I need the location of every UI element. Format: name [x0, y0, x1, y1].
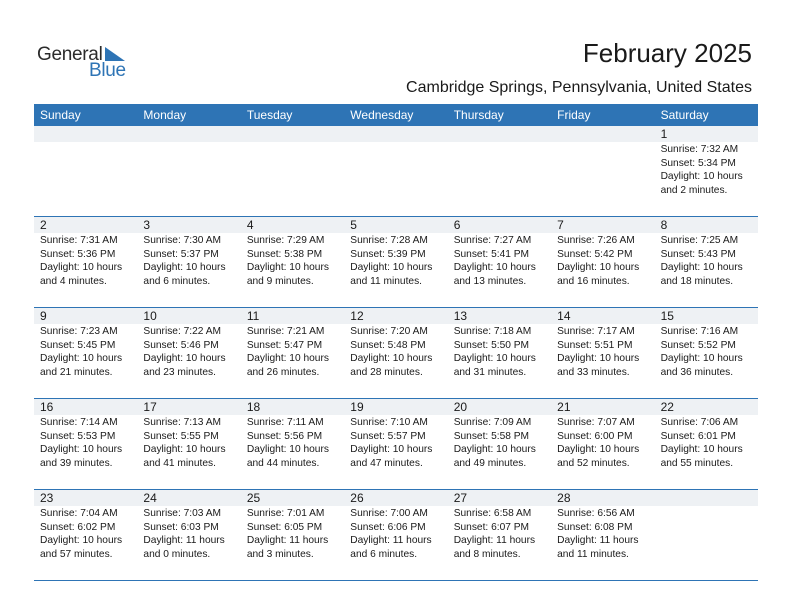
- day-cell: [448, 399, 551, 489]
- day-info: [143, 507, 240, 561]
- daylight-text: Daylight: 10 hours: [350, 444, 433, 455]
- logo: [37, 42, 137, 82]
- logo-general-text: General: [37, 44, 103, 65]
- day-number: 14: [551, 308, 654, 324]
- day-cell: [551, 399, 654, 489]
- day-cell: [344, 217, 447, 307]
- sunrise-text: Sunrise: 7:20 AM: [350, 326, 428, 337]
- sunset-text: Sunset: 5:45 PM: [40, 339, 116, 351]
- page-title: February 2025: [582, 38, 752, 68]
- sunset-text: Sunset: 6:07 PM: [453, 521, 530, 533]
- day-info: [40, 234, 137, 288]
- sunrise-text: Sunrise: 7:09 AM: [453, 417, 532, 428]
- daylight-minutes-text: and 18 minutes.: [660, 275, 734, 287]
- daylight-minutes-text: and 3 minutes.: [246, 548, 314, 560]
- day-info: [143, 234, 240, 288]
- daylight-text: Daylight: 10 hours: [40, 444, 123, 455]
- day-cell: [137, 308, 240, 398]
- sunset-text: Sunset: 6:05 PM: [246, 521, 323, 533]
- daylight-text: Daylight: 10 hours: [350, 262, 433, 273]
- day-info: [40, 416, 137, 470]
- sunrise-text: Sunrise: 7:04 AM: [40, 508, 118, 519]
- day-info: [661, 143, 758, 197]
- week-row: [34, 399, 758, 490]
- sunset-text: Sunset: 5:53 PM: [40, 430, 116, 442]
- daylight-minutes-text: and 57 minutes.: [40, 548, 113, 560]
- day-cell: [241, 126, 344, 216]
- day-number: 6: [448, 217, 551, 233]
- sunrise-text: Sunrise: 6:58 AM: [453, 508, 532, 519]
- sunrise-text: Sunrise: 7:28 AM: [350, 235, 428, 246]
- week-row: [34, 217, 758, 308]
- day-cell: [344, 308, 447, 398]
- logo-triangle-icon: [105, 47, 125, 61]
- sunrise-text: Sunrise: 7:30 AM: [143, 235, 222, 246]
- day-number: 15: [655, 308, 758, 324]
- week-row: [34, 490, 758, 581]
- day-number: [137, 126, 240, 142]
- day-cell: [655, 217, 758, 307]
- daylight-minutes-text: and 11 minutes.: [350, 275, 423, 287]
- daylight-text: Daylight: 10 hours: [557, 353, 640, 364]
- day-cell: [241, 399, 344, 489]
- day-info: [454, 416, 551, 470]
- day-cell: [551, 217, 654, 307]
- daylight-minutes-text: and 44 minutes.: [246, 457, 320, 469]
- daylight-text: Daylight: 10 hours: [557, 444, 640, 455]
- sunset-text: Sunset: 5:52 PM: [660, 339, 736, 351]
- daylight-text: Daylight: 10 hours: [453, 353, 536, 364]
- sunset-text: Sunset: 6:03 PM: [143, 521, 219, 533]
- day-number: 16: [34, 399, 137, 415]
- day-number: 8: [655, 217, 758, 233]
- day-cell: [241, 490, 344, 580]
- sunrise-text: Sunrise: 7:18 AM: [453, 326, 532, 337]
- day-info: [557, 507, 654, 561]
- day-cell: [448, 308, 551, 398]
- sunset-text: Sunset: 5:47 PM: [246, 339, 323, 351]
- day-info: [247, 234, 344, 288]
- daylight-text: Daylight: 10 hours: [660, 262, 743, 273]
- daylight-minutes-text: and 41 minutes.: [143, 457, 216, 469]
- day-number: 11: [241, 308, 344, 324]
- day-cell: [655, 308, 758, 398]
- daylight-text: Daylight: 10 hours: [246, 444, 329, 455]
- sunrise-text: Sunrise: 7:26 AM: [557, 235, 635, 246]
- day-number: [241, 126, 344, 142]
- daylight-text: Daylight: 10 hours: [453, 444, 536, 455]
- day-number: 28: [551, 490, 654, 506]
- day-number: 27: [448, 490, 551, 506]
- sunset-text: Sunset: 5:46 PM: [143, 339, 219, 351]
- weeks: [34, 126, 758, 581]
- daylight-minutes-text: and 26 minutes.: [246, 366, 320, 378]
- weekday-sunday: Sunday: [40, 108, 81, 122]
- day-info: [247, 325, 344, 379]
- sunset-text: Sunset: 5:39 PM: [350, 248, 426, 260]
- daylight-minutes-text: and 28 minutes.: [350, 366, 423, 378]
- day-info: [40, 507, 137, 561]
- sunrise-text: Sunrise: 7:27 AM: [453, 235, 532, 246]
- sunrise-text: Sunrise: 7:11 AM: [246, 417, 324, 428]
- sunrise-text: Sunrise: 7:25 AM: [660, 235, 739, 246]
- weekday-friday: Friday: [557, 108, 591, 122]
- day-number: 18: [241, 399, 344, 415]
- day-cell: [34, 126, 137, 216]
- daylight-text: Daylight: 10 hours: [143, 353, 226, 364]
- weekday-saturday: Saturday: [660, 108, 709, 122]
- daylight-text: Daylight: 10 hours: [143, 444, 226, 455]
- day-cell: [551, 490, 654, 580]
- weekday-thursday: Thursday: [453, 108, 504, 122]
- day-cell: [655, 399, 758, 489]
- daylight-text: Daylight: 11 hours: [350, 535, 432, 546]
- day-cell: [551, 126, 654, 216]
- day-cell: [448, 126, 551, 216]
- day-cell: [137, 217, 240, 307]
- day-info: [40, 325, 137, 379]
- day-cell: [241, 217, 344, 307]
- day-number: 10: [137, 308, 240, 324]
- day-info: [557, 416, 654, 470]
- day-number: 2: [34, 217, 137, 233]
- daylight-text: Daylight: 10 hours: [143, 262, 226, 273]
- day-cell: [344, 126, 447, 216]
- day-info: [350, 507, 447, 561]
- daylight-minutes-text: and 4 minutes.: [40, 275, 107, 287]
- sunset-text: Sunset: 5:34 PM: [660, 157, 736, 169]
- day-cell: [344, 490, 447, 580]
- day-cell: [655, 126, 758, 216]
- week-row: [34, 126, 758, 217]
- daylight-minutes-text: and 8 minutes.: [453, 548, 521, 560]
- sunset-text: Sunset: 6:02 PM: [40, 521, 116, 533]
- daylight-text: Daylight: 10 hours: [40, 353, 123, 364]
- daylight-minutes-text: and 36 minutes.: [660, 366, 734, 378]
- daylight-text: Daylight: 11 hours: [453, 535, 536, 546]
- day-info: [557, 234, 654, 288]
- sunset-text: Sunset: 5:42 PM: [557, 248, 633, 260]
- day-number: 22: [655, 399, 758, 415]
- sunrise-text: Sunrise: 7:16 AM: [660, 326, 739, 337]
- day-number: 23: [34, 490, 137, 506]
- day-number: 5: [344, 217, 447, 233]
- day-number: 13: [448, 308, 551, 324]
- daylight-text: Daylight: 10 hours: [557, 262, 640, 273]
- sunrise-text: Sunrise: 7:32 AM: [660, 144, 739, 155]
- sunrise-text: Sunrise: 7:10 AM: [350, 417, 428, 428]
- sunset-text: Sunset: 5:57 PM: [350, 430, 426, 442]
- day-number: [344, 126, 447, 142]
- weekday-wednesday: Wednesday: [350, 108, 414, 122]
- day-info: [454, 234, 551, 288]
- sunrise-text: Sunrise: 7:23 AM: [40, 326, 118, 337]
- sunrise-text: Sunrise: 7:00 AM: [350, 508, 428, 519]
- day-info: [661, 325, 758, 379]
- sunset-text: Sunset: 5:41 PM: [453, 248, 530, 260]
- sunset-text: Sunset: 6:01 PM: [660, 430, 736, 442]
- day-cell: [344, 399, 447, 489]
- daylight-minutes-text: and 13 minutes.: [453, 275, 527, 287]
- day-number: 24: [137, 490, 240, 506]
- calendar: [34, 104, 758, 581]
- day-cell: [34, 490, 137, 580]
- daylight-minutes-text: and 9 minutes.: [246, 275, 314, 287]
- day-info: [661, 234, 758, 288]
- weekday-header: [34, 104, 758, 126]
- day-info: [247, 507, 344, 561]
- sunrise-text: Sunrise: 7:14 AM: [40, 417, 118, 428]
- daylight-minutes-text: and 23 minutes.: [143, 366, 216, 378]
- sunrise-text: Sunrise: 7:13 AM: [143, 417, 222, 428]
- daylight-text: Daylight: 11 hours: [143, 535, 225, 546]
- logo-blue-text: Blue: [89, 60, 126, 81]
- daylight-minutes-text: and 16 minutes.: [557, 275, 630, 287]
- day-info: [557, 325, 654, 379]
- weekday-tuesday: Tuesday: [246, 108, 293, 122]
- daylight-minutes-text: and 2 minutes.: [660, 184, 728, 196]
- day-number: 26: [344, 490, 447, 506]
- daylight-minutes-text: and 0 minutes.: [143, 548, 211, 560]
- daylight-text: Daylight: 10 hours: [246, 353, 329, 364]
- day-info: [661, 416, 758, 470]
- sunset-text: Sunset: 5:36 PM: [40, 248, 116, 260]
- sunrise-text: Sunrise: 7:31 AM: [40, 235, 118, 246]
- day-info: [454, 325, 551, 379]
- day-info: [350, 325, 447, 379]
- day-number: [448, 126, 551, 142]
- sunset-text: Sunset: 6:06 PM: [350, 521, 426, 533]
- day-number: 9: [34, 308, 137, 324]
- day-number: 1: [655, 126, 758, 142]
- day-number: 19: [344, 399, 447, 415]
- day-info: [454, 507, 551, 561]
- day-cell: [448, 217, 551, 307]
- sunrise-text: Sunrise: 7:06 AM: [660, 417, 739, 428]
- daylight-text: Daylight: 11 hours: [246, 535, 329, 546]
- day-cell: [34, 308, 137, 398]
- sunrise-text: Sunrise: 7:29 AM: [246, 235, 325, 246]
- sunset-text: Sunset: 5:38 PM: [246, 248, 323, 260]
- sunset-text: Sunset: 6:00 PM: [557, 430, 633, 442]
- day-cell: [137, 399, 240, 489]
- day-number: 3: [137, 217, 240, 233]
- week-row: [34, 308, 758, 399]
- day-number: [551, 126, 654, 142]
- day-info: [247, 416, 344, 470]
- daylight-text: Daylight: 10 hours: [350, 353, 433, 364]
- day-info: [143, 325, 240, 379]
- sunrise-text: Sunrise: 7:21 AM: [246, 326, 325, 337]
- day-info: [350, 234, 447, 288]
- sunset-text: Sunset: 5:48 PM: [350, 339, 426, 351]
- day-number: 12: [344, 308, 447, 324]
- day-number: 17: [137, 399, 240, 415]
- sunset-text: Sunset: 5:50 PM: [453, 339, 530, 351]
- day-number: 21: [551, 399, 654, 415]
- daylight-minutes-text: and 33 minutes.: [557, 366, 630, 378]
- sunset-text: Sunset: 5:37 PM: [143, 248, 219, 260]
- sunrise-text: Sunrise: 7:01 AM: [246, 508, 325, 519]
- daylight-minutes-text: and 31 minutes.: [453, 366, 527, 378]
- day-number: 25: [241, 490, 344, 506]
- day-info: [143, 416, 240, 470]
- day-cell: [137, 126, 240, 216]
- sunset-text: Sunset: 5:43 PM: [660, 248, 736, 260]
- daylight-minutes-text: and 55 minutes.: [660, 457, 734, 469]
- daylight-minutes-text: and 11 minutes.: [557, 548, 629, 560]
- daylight-text: Daylight: 10 hours: [660, 444, 743, 455]
- sunrise-text: Sunrise: 7:03 AM: [143, 508, 222, 519]
- day-number: 4: [241, 217, 344, 233]
- day-number: 20: [448, 399, 551, 415]
- day-number: [34, 126, 137, 142]
- sunset-text: Sunset: 5:51 PM: [557, 339, 633, 351]
- daylight-text: Daylight: 11 hours: [557, 535, 639, 546]
- sunrise-text: Sunrise: 7:07 AM: [557, 417, 635, 428]
- day-cell: [655, 490, 758, 580]
- location-subtitle: Cambridge Springs, Pennsylvania, United States: [406, 79, 752, 96]
- daylight-minutes-text: and 39 minutes.: [40, 457, 113, 469]
- daylight-text: Daylight: 10 hours: [453, 262, 536, 273]
- daylight-text: Daylight: 10 hours: [660, 171, 743, 182]
- daylight-minutes-text: and 6 minutes.: [143, 275, 211, 287]
- sunset-text: Sunset: 5:58 PM: [453, 430, 530, 442]
- daylight-text: Daylight: 10 hours: [40, 262, 123, 273]
- sunrise-text: Sunrise: 7:22 AM: [143, 326, 222, 337]
- day-cell: [551, 308, 654, 398]
- sunset-text: Sunset: 5:56 PM: [246, 430, 323, 442]
- day-cell: [137, 490, 240, 580]
- day-cell: [241, 308, 344, 398]
- daylight-minutes-text: and 6 minutes.: [350, 548, 418, 560]
- sunset-text: Sunset: 5:55 PM: [143, 430, 219, 442]
- day-number: 7: [551, 217, 654, 233]
- weekday-monday: Monday: [143, 108, 187, 122]
- daylight-minutes-text: and 21 minutes.: [40, 366, 113, 378]
- day-info: [350, 416, 447, 470]
- sunset-text: Sunset: 6:08 PM: [557, 521, 633, 533]
- day-number: [655, 490, 758, 506]
- day-cell: [34, 217, 137, 307]
- day-cell: [448, 490, 551, 580]
- daylight-minutes-text: and 52 minutes.: [557, 457, 630, 469]
- day-cell: [34, 399, 137, 489]
- sunrise-text: Sunrise: 7:17 AM: [557, 326, 635, 337]
- daylight-text: Daylight: 10 hours: [660, 353, 743, 364]
- daylight-text: Daylight: 10 hours: [246, 262, 329, 273]
- sunrise-text: Sunrise: 6:56 AM: [557, 508, 635, 519]
- daylight-minutes-text: and 49 minutes.: [453, 457, 527, 469]
- daylight-minutes-text: and 47 minutes.: [350, 457, 423, 469]
- daylight-text: Daylight: 10 hours: [40, 535, 123, 546]
